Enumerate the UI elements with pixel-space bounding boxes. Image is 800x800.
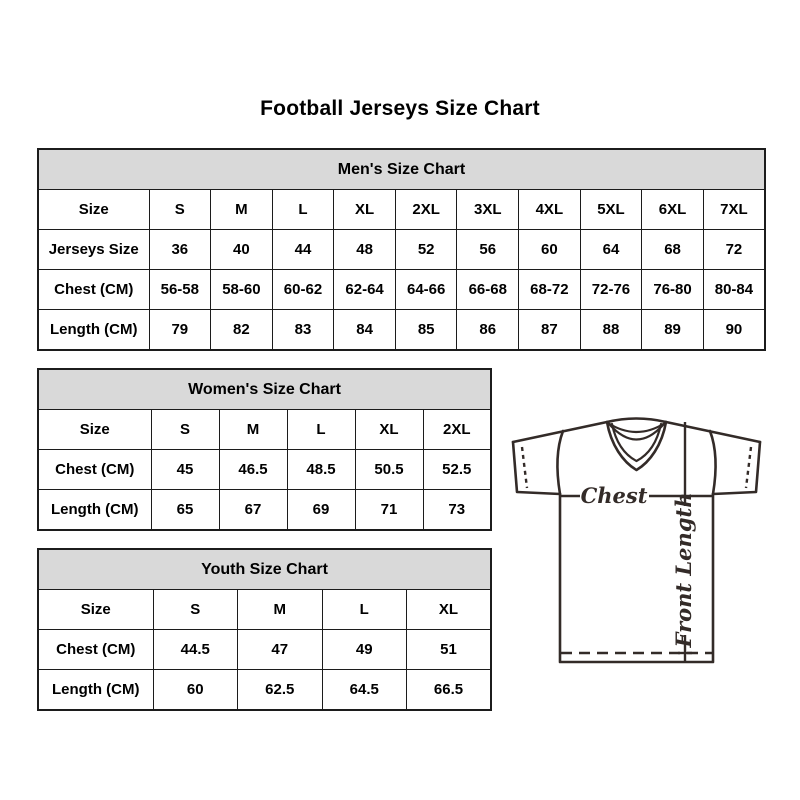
front-length-label: Front Length <box>671 492 696 648</box>
cell-value: 82 <box>211 310 273 351</box>
cell-value: 67 <box>219 490 287 531</box>
cell-value: 90 <box>703 310 765 351</box>
cell-value: 44.5 <box>153 630 238 670</box>
cell-value: 88 <box>580 310 642 351</box>
cell-value: 71 <box>355 490 423 531</box>
cell-value: 51 <box>407 630 492 670</box>
cell-value: XL <box>355 410 423 450</box>
cell-value: 3XL <box>457 190 519 230</box>
cell-value: 7XL <box>703 190 765 230</box>
cell-value: XL <box>407 590 492 630</box>
cell-value: 60 <box>153 670 238 711</box>
table-title-row <box>38 549 491 590</box>
cell-value: 2XL <box>395 190 457 230</box>
table-title: Women's Size Chart <box>38 369 491 410</box>
table-row <box>38 310 765 351</box>
jersey-measurement-diagram <box>495 400 785 676</box>
table-row <box>38 450 491 490</box>
cell-value: 6XL <box>642 190 704 230</box>
cell-value: 68 <box>642 230 704 270</box>
mens-size-table <box>37 148 766 351</box>
cell-value: 69 <box>287 490 355 531</box>
womens-size-table <box>37 368 492 531</box>
cell-value: 87 <box>519 310 581 351</box>
cell-value: 84 <box>334 310 396 351</box>
cell-value: 83 <box>272 310 334 351</box>
cell-value: 85 <box>395 310 457 351</box>
cell-value: 64 <box>580 230 642 270</box>
table-row <box>38 630 491 670</box>
row-label: Chest (CM) <box>38 630 153 670</box>
cell-value: 65 <box>151 490 219 531</box>
cell-value: 86 <box>457 310 519 351</box>
row-label: Size <box>38 190 149 230</box>
row-label: Length (CM) <box>38 670 153 711</box>
cell-value: L <box>272 190 334 230</box>
table-row <box>38 670 491 711</box>
table-row <box>38 410 491 450</box>
cell-value: 66.5 <box>407 670 492 711</box>
cell-value: 2XL <box>423 410 491 450</box>
cell-value: 72-76 <box>580 270 642 310</box>
cell-value: S <box>153 590 238 630</box>
cell-value: 79 <box>149 310 211 351</box>
cell-value: 64-66 <box>395 270 457 310</box>
cell-value: 56 <box>457 230 519 270</box>
chest-label: Chest <box>580 483 648 508</box>
row-label: Jerseys Size <box>38 230 149 270</box>
table-title: Men's Size Chart <box>38 149 765 190</box>
cell-value: 50.5 <box>355 450 423 490</box>
cell-value: 89 <box>642 310 704 351</box>
jersey-outline <box>513 419 760 663</box>
page-title: Football Jerseys Size Chart <box>260 97 540 120</box>
table-row <box>38 590 491 630</box>
cell-value: 52 <box>395 230 457 270</box>
cell-value: 76-80 <box>642 270 704 310</box>
cell-value: 68-72 <box>519 270 581 310</box>
cell-value: M <box>219 410 287 450</box>
cell-value: 66-68 <box>457 270 519 310</box>
cell-value: 80-84 <box>703 270 765 310</box>
cell-value: 62.5 <box>238 670 323 711</box>
row-label: Size <box>38 590 153 630</box>
cell-value: 56-58 <box>149 270 211 310</box>
cell-value: 60-62 <box>272 270 334 310</box>
cell-value: S <box>151 410 219 450</box>
cell-value: 47 <box>238 630 323 670</box>
cell-value: S <box>149 190 211 230</box>
cell-value: 64.5 <box>322 670 407 711</box>
cell-value: 45 <box>151 450 219 490</box>
cell-value: 5XL <box>580 190 642 230</box>
row-label: Length (CM) <box>38 490 151 531</box>
cell-value: 36 <box>149 230 211 270</box>
jersey-stitch-lines <box>522 447 751 653</box>
cell-value: L <box>322 590 407 630</box>
cell-value: 49 <box>322 630 407 670</box>
cell-value: XL <box>334 190 396 230</box>
cell-value: 52.5 <box>423 450 491 490</box>
table-row <box>38 190 765 230</box>
table-title-row <box>38 369 491 410</box>
cell-value: 48.5 <box>287 450 355 490</box>
cell-value: 40 <box>211 230 273 270</box>
cell-value: M <box>211 190 273 230</box>
row-label: Size <box>38 410 151 450</box>
row-label: Chest (CM) <box>38 450 151 490</box>
row-label: Length (CM) <box>38 310 149 351</box>
cell-value: L <box>287 410 355 450</box>
table-row <box>38 230 765 270</box>
table-row <box>38 270 765 310</box>
cell-value: 48 <box>334 230 396 270</box>
table-row <box>38 490 491 531</box>
cell-value: 72 <box>703 230 765 270</box>
cell-value: 62-64 <box>334 270 396 310</box>
table-title-row <box>38 149 765 190</box>
cell-value: 44 <box>272 230 334 270</box>
cell-value: M <box>238 590 323 630</box>
cell-value: 60 <box>519 230 581 270</box>
row-label: Chest (CM) <box>38 270 149 310</box>
cell-value: 4XL <box>519 190 581 230</box>
youth-size-table <box>37 548 492 711</box>
table-title: Youth Size Chart <box>38 549 491 590</box>
cell-value: 73 <box>423 490 491 531</box>
cell-value: 58-60 <box>211 270 273 310</box>
cell-value: 46.5 <box>219 450 287 490</box>
